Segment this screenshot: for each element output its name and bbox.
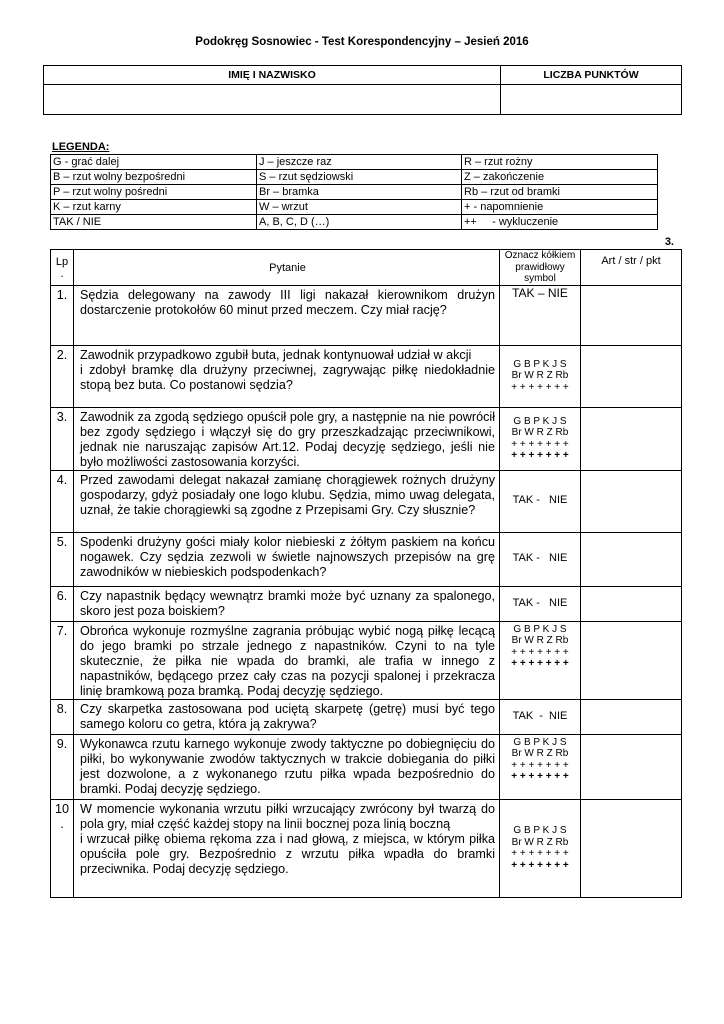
symbols-line: Br W R Z Rb [511,427,569,438]
answer-symbols[interactable] [500,345,581,407]
symbols-line: G B P K J S [513,736,567,748]
answer-symbols[interactable] [500,621,581,699]
question-number: 9. [51,734,74,799]
answer-tak-nie[interactable]: TAK - NIE [500,470,581,532]
question-text: Zawodnik za zgodą sędziego opuścił pole gry, a następnie na nie powrócił bez zgody sędziego i włączył się do gry przeszkadzając przeciwnikowi, jednak nie naruszając zapisów Art.12. Podaj decyzję sędziego, jeśli nie było możliwości zastosowania korzyści. [74,407,500,470]
symbols-line: G B P K J S [513,415,567,427]
art-field[interactable] [581,532,682,586]
legend-cell: J – jeszcze raz [257,155,462,170]
questions-table [50,249,682,898]
symbol-header: Oznacz kółkiem prawidłowy symbol [500,250,581,286]
question-text: Obrońca wykonuje rozmyślne zagrania próbując wybić nogą piłkę lecącą do jego bramki po strzale jednego z napastników. Czyni to na tyle skutecznie, że piłka nie wpada do bramki, ale trafia w innego z napastników, będącego przez cały czas na pozycji spalonej i przekracza linię bramkową poza bramką. Podaj decyzję sędziego. [74,621,500,699]
answer-tak-nie[interactable]: TAK - NIE [500,586,581,621]
question-text: W momencie wykonania wrzutu piłki wrzucający zwrócony był twarzą do pola gry, miał część każdej stopy na linii bocznej poza linią boczną i wrzucał piłkę obiema rękoma zza i nad głową, z miejsca, w którym piłka opuściła pole gry. Bezpośrednio z wrzutu piłka wpadła do bramki przeciwnika. Podaj decyzję sędziego. [74,799,500,897]
symbols-line: + + + + + + + [511,848,569,859]
question-number: 4. [51,470,74,532]
question-number: 5. [51,532,74,586]
symbols-line: + + + + + + + [511,438,569,450]
question-row [51,470,682,532]
legend-title: LEGENDA: [52,141,110,153]
question-text: Zawodnik przypadkowo zgubił buta, jednak kontynuował udział w akcji i zdobył bramkę dla drużyny przeciwnej, zagrywając piłkę niedokładnie stopą bez buta. Co postanowi sędzia? [74,345,500,407]
art-field[interactable] [581,734,682,799]
art-field[interactable] [581,345,682,407]
symbols-line: Br W R Z Rb [511,748,569,759]
symbols-line: Br W R Z Rb [511,370,569,382]
answer-symbols[interactable] [500,407,581,470]
question-row [51,699,682,734]
symbols-line: Br W R Z Rb [511,635,569,646]
symbols-line: G B P K J S [513,623,567,635]
question-text: Sędzia delegowany na zawody III ligi nakazał kierownikom drużyn dostarczenie protokołów 60 minut przed meczem. Czy miał rację? [74,285,500,345]
question-row [51,532,682,586]
question-text: Czy napastnik będący wewnątrz bramki może być uznany za spalonego, skoro jest poza boiskiem? [74,586,500,621]
symbols-line: G B P K J S [513,825,567,836]
question-text: Wykonawca rzutu karnego wykonuje zwody taktyczne po dobiegnięciu do piłki, bo wykonywanie zwodów taktycznych w trakcie dobiegania do piłki jest dozwolone, a z wykonanego rzutu piłka wpada bezpośrednio do bramki. Podaj decyzję sędziego. [74,734,500,799]
question-row [51,799,682,897]
answer-symbols[interactable] [500,799,581,897]
art-field[interactable] [581,621,682,699]
lp-header: Lp . [51,250,74,286]
legend-cell: Z – zakończenie [462,170,658,185]
legend-cell: S – rzut sędziowski [257,170,462,185]
question-number: 3. [51,407,74,470]
art-field[interactable] [581,285,682,345]
art-field[interactable] [581,699,682,734]
answer-tak-nie[interactable]: TAK - NIE [500,532,581,586]
question-row [51,586,682,621]
answer-tak-nie[interactable]: TAK – NIE [500,285,581,345]
document-title: Podokręg Sosnowiec - Test Korespondencyjny – Jesień 2016 [195,36,529,48]
symbols-line: + + + + + + + [511,450,569,461]
symbols-line: + + + + + + + [511,381,569,393]
legend-cell: P – rzut wolny pośredni [51,185,257,200]
legend-table [50,154,658,230]
legend-cell: A, B, C, D (…) [257,215,462,230]
symbols-line: Br W R Z Rb [511,836,569,848]
name-field[interactable] [44,85,501,115]
legend-cell: G - grać dalej [51,155,257,170]
question-number: 10 . [51,799,74,897]
legend-cell: ++ - wykluczenie [462,215,658,230]
art-field[interactable] [581,586,682,621]
symbols-line: + + + + + + + [511,859,569,871]
page-number: 3. [664,236,674,248]
answer-symbols[interactable] [500,734,581,799]
question-text: Spodenki drużyny gości miały kolor niebieski z żółtym paskiem na końcu nogawek. Czy sędzia zezwoli w świetle najnowszych przepisów na grę zawodników w niebieskich podspodenkach? [74,532,500,586]
question-row [51,345,682,407]
symbols-line: + + + + + + + [511,658,569,669]
question-text: Przed zawodami delegat nakazał zamianę chorągiewek rożnych drużyny gospodarzy, gdyż posiadały one logo klubu. Sędzia, mimo uwag delegata, uznał, że takie chorągiewki są zgodne z Przepisami Gry. Czy słusznie? [74,470,500,532]
name-points-table [43,65,682,115]
legend-cell: B – rzut wolny bezpośredni [51,170,257,185]
legend-cell: K – rzut karny [51,200,257,215]
question-number: 7. [51,621,74,699]
question-row [51,734,682,799]
legend-cell: + - napomnienie [462,200,658,215]
points-label: LICZBA PUNKTÓW [501,66,682,85]
question-text: Czy skarpetka zastosowana pod uciętą skarpetę (getrę) musi być tego samego koloru co getra, która ją zakrywa? [74,699,500,734]
symbols-line: G B P K J S [513,358,567,370]
legend-cell: W – wrzut [257,200,462,215]
question-row [51,407,682,470]
legend-cell: TAK / NIE [51,215,257,230]
question-row [51,621,682,699]
symbols-line: + + + + + + + [511,646,569,658]
name-label: IMIĘ I NAZWISKO [44,66,501,85]
question-number: 2. [51,345,74,407]
question-number: 6. [51,586,74,621]
legend-cell: Br – bramka [257,185,462,200]
question-number: 1. [51,285,74,345]
symbols-line: + + + + + + + [511,771,569,782]
question-number: 8. [51,699,74,734]
legend-cell: Rb – rzut od bramki [462,185,658,200]
art-field[interactable] [581,470,682,532]
answer-tak-nie[interactable]: TAK - NIE [500,699,581,734]
symbols-line: + + + + + + + [511,759,569,771]
art-header: Art / str / pkt [581,250,682,286]
question-row [51,285,682,345]
art-field[interactable] [581,799,682,897]
legend-cell: R – rzut rożny [462,155,658,170]
art-field[interactable] [581,407,682,470]
question-header: Pytanie [74,250,500,286]
points-field[interactable] [501,85,682,115]
